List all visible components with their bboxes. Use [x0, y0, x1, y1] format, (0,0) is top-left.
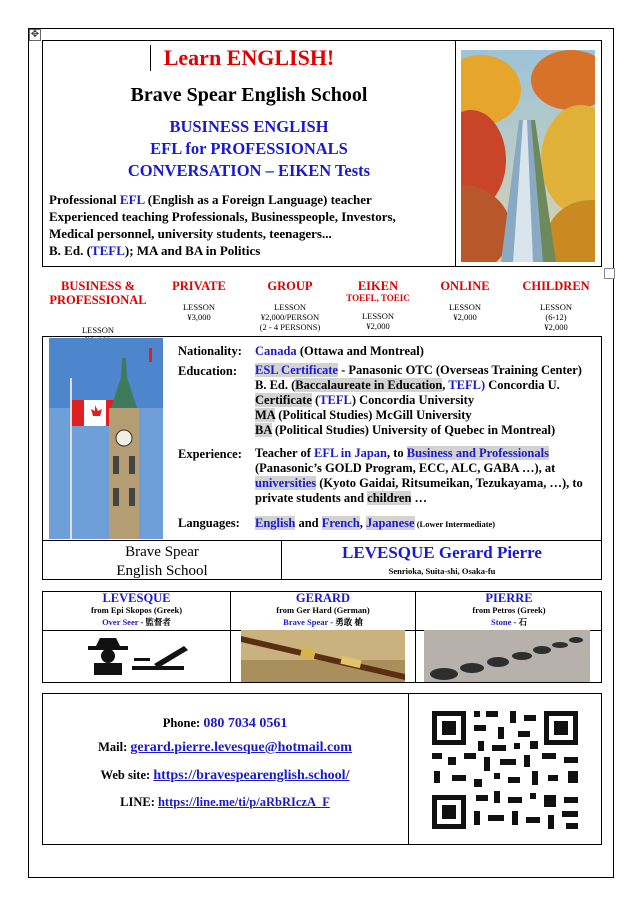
meaning-pierre: PIERRE from Petros (Greek) Stone - 石 — [472, 591, 546, 627]
autumn-park-photo — [461, 50, 595, 262]
lesson-private: PRIVATE LESSON ¥3,000 — [172, 279, 226, 322]
meaning-levesque: LEVESQUE from Epi Skopos (Greek) Over Seer - 監督者 — [90, 591, 183, 627]
education-value: ESL Certificate - Panasonic OTC (Overseas Training Center) B. Ed. (Baccalaureate in Education, TEFL) Concordia U. Certificate (TEFL) Concordia University MA (Political Studies) McGill University BA (Political Studies) University of Quebec in Montreal) — [255, 363, 582, 437]
experience-value: Teacher of EFL in Japan, to Business and Professionals (Panasonic’s GOLD Program, ECC, ALC, GABA …), at universities (Kyoto Gaidai, Ritsumeikan, Tezukayama, …), to private students and children … — [255, 446, 583, 505]
intro-text: Professional EFL (English as a Foreign Language) teacher Experienced teaching Professionals, Businesspeople, Investors, Medical personnel, university students, teenagers... B. Ed. (TEFL); MA and BA in Politics — [49, 192, 396, 258]
teacher-name: LEVESQUE Gerard Pierre — [342, 543, 542, 562]
meaning-divider-2 — [415, 591, 416, 683]
tagline-1: BUSINESS ENGLISH — [169, 117, 329, 136]
overseer-icon — [84, 636, 194, 676]
lesson-group: GROUP LESSON ¥2,000/PERSON (2 - 4 PERSONS) — [259, 279, 321, 332]
header-divider — [455, 40, 456, 267]
tagline-3: CONVERSATION – EIKEN Tests — [127, 161, 371, 180]
web-line: Web site: https://bravespearenglish.school/ — [100, 768, 350, 783]
table-resize-handle[interactable] — [604, 268, 615, 279]
name-divider — [281, 540, 282, 580]
canada-parliament-photo — [49, 338, 163, 539]
mail-line: Mail: gerard.pierre.levesque@hotmail.com — [98, 740, 352, 755]
lesson-eiken: EIKEN TOEFL, TOEIC LESSON ¥2,000 — [346, 279, 410, 331]
meaning-divider-1 — [230, 591, 231, 683]
page-title: Learn ENGLISH! — [163, 45, 335, 70]
table-move-handle-icon[interactable]: ✥ — [30, 29, 40, 40]
stepping-stones-photo — [424, 630, 590, 682]
lesson-children: CHILDREN LESSON (6-12) ¥2,000 — [522, 279, 590, 332]
nationality-label: Nationality: — [178, 344, 242, 358]
mail-link[interactable]: gerard.pierre.levesque@hotmail.com — [130, 740, 352, 755]
lesson-online: ONLINE LESSON ¥2,000 — [440, 279, 490, 322]
teacher-address: Senrioka, Suita-shi, Osaka-fu — [388, 566, 496, 576]
tagline-2: EFL for PROFESSIONALS — [150, 139, 348, 158]
school-name: Brave Spear English School — [130, 84, 368, 106]
meaning-gerard: GERARD from Ger Hard (German) Brave Spear - 勇敢 槍 — [276, 591, 370, 627]
line-link[interactable]: https://line.me/ti/p/aRbRIczA_F — [157, 795, 330, 809]
spear-pen-photo — [241, 630, 405, 682]
line-id-line: LINE: https://line.me/ti/p/aRbRIczA_F — [120, 795, 330, 809]
website-link[interactable]: https://bravespearenglish.school/ — [153, 768, 350, 783]
experience-label: Experience: — [178, 447, 242, 461]
qr-code[interactable] — [414, 697, 596, 843]
lesson-business: BUSINESS & PROFESSIONAL LESSON — [49, 279, 147, 335]
contact-divider — [408, 693, 409, 845]
education-label: Education: — [178, 364, 238, 378]
school-name-box: Brave Spear English School — [116, 544, 208, 579]
phone-link[interactable]: 080 7034 0561 — [203, 716, 288, 731]
phone-line: Phone: 080 7034 0561 — [162, 716, 288, 731]
languages-value: English and French, Japanese (Lower Intermediate) — [255, 516, 496, 530]
languages-label: Languages: — [178, 516, 240, 530]
nationality-value: Canada (Ottawa and Montreal) — [255, 344, 424, 358]
